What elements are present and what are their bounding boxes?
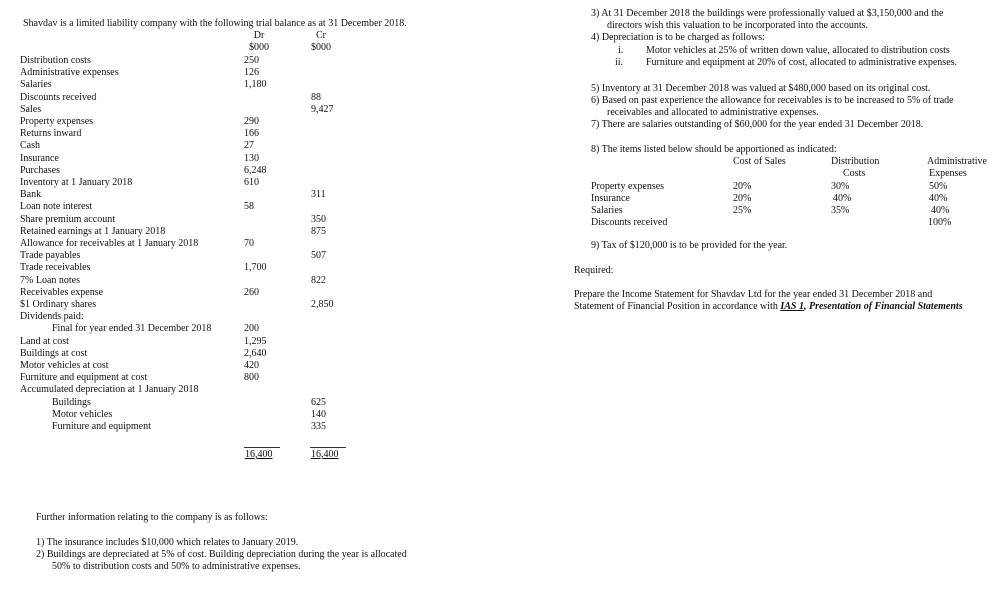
row-label: Final for year ended 31 December 2018: [52, 323, 212, 335]
table-row: [20, 323, 350, 335]
prepare-line-2: [574, 301, 963, 313]
row-label: Property expenses: [20, 116, 94, 127]
cost-of-sales-cell: 25%: [733, 205, 752, 216]
note-2-line-1: 2) Buildings are depreciated at 5% of cost. Building depreciation during the year is allocated: [36, 549, 407, 560]
credit-cell: 350: [311, 213, 326, 225]
note-3-line-1: 3) At 31 December 2018 the buildings were professionally valued at $3,150,000 and the: [591, 8, 944, 19]
total-rule-debit: [244, 447, 280, 448]
row-label: Furniture and equipment at cost: [20, 372, 148, 384]
item-label: Salaries: [591, 205, 623, 216]
table-row: [20, 348, 350, 360]
table-row: [20, 384, 350, 396]
note-7: 7) There are salaries outstanding of $60,000 for the year ended 31 December 2018.: [591, 119, 924, 130]
further-info-heading: Further information relating to the company is as follows:: [36, 512, 268, 523]
distribution-cell: 40%: [833, 193, 852, 204]
table-row: [20, 67, 350, 79]
note-4: 4) Depreciation is to be charged as follows:: [591, 32, 765, 43]
row-label: Distribution costs: [20, 55, 91, 66]
header-distribution: Distribution: [831, 156, 880, 167]
admin-cell: 100%: [928, 217, 952, 228]
header-cost-of-sales: Cost of Sales: [733, 156, 786, 167]
prepare-line-2-prefix: Statement of Financial Position in accordance with: [574, 301, 781, 312]
row-label: Loan note interest: [20, 201, 93, 213]
ias-title: , Presentation of Financial Statements: [803, 301, 963, 312]
row-label: Administrative expenses: [20, 67, 119, 79]
row-label: Inventory at 1 January 2018: [20, 177, 133, 188]
credit-cell: 507: [311, 250, 326, 262]
table-row: [20, 287, 350, 299]
row-label: Land at cost: [20, 335, 69, 347]
row-label: Salaries: [20, 79, 52, 91]
table-row: [20, 238, 350, 250]
table-row: [20, 79, 350, 91]
table-row: [20, 104, 350, 116]
row-label: Accumulated depreciation at 1 January 2018: [20, 384, 199, 396]
note-1: 1) The insurance includes $10,000 which relates to January 2019.: [36, 537, 299, 548]
note-6-line-1: 6) Based on past experience the allowance for receivables is to be increased to 5% of trade: [591, 95, 954, 106]
credit-cell: 875: [311, 225, 326, 237]
item-label: Discounts received: [591, 217, 668, 228]
row-label: Purchases: [20, 164, 60, 176]
debit-cell: 166: [244, 128, 259, 140]
table-row: [20, 409, 350, 421]
distribution-cell: 30%: [831, 181, 850, 192]
debit-cell: 126: [244, 67, 259, 79]
table-row: [20, 226, 350, 238]
table-row: [20, 92, 350, 104]
debit-total: 16,400: [245, 449, 273, 460]
row-label: Cash: [20, 140, 40, 152]
item-label: Property expenses: [591, 181, 665, 192]
credit-total: 16,400: [311, 449, 339, 460]
row-label: Retained earnings at 1 January 2018: [20, 225, 166, 237]
debit-cell: 1,700: [244, 262, 267, 274]
credit-cell: 335: [311, 421, 326, 432]
debit-cell: 6,248: [244, 164, 267, 176]
debit-cell: 27: [244, 140, 254, 152]
table-row: [20, 372, 350, 384]
row-label: Discounts received: [20, 91, 97, 103]
row-label: Sales: [20, 103, 42, 115]
debit-cell: 1,180: [244, 79, 267, 91]
debit-cell: 130: [244, 152, 259, 164]
table-row: [20, 262, 350, 274]
credit-cell: 9,427: [311, 103, 334, 115]
note-4-i: Motor vehicles at 25% of written down value, allocated to distribution costs: [646, 45, 950, 56]
credit-unit: $000: [311, 42, 331, 53]
prepare-line-1: Prepare the Income Statement for Shavdav Ltd for the year ended 31 December 2018 and: [574, 289, 933, 300]
debit-cell: 58: [244, 201, 254, 213]
row-label: $1 Ordinary shares: [20, 299, 97, 310]
credit-cell: 140: [311, 408, 326, 420]
row-label: Trade payables: [20, 250, 81, 262]
row-label: Motor vehicles at cost: [20, 360, 109, 371]
admin-cell: 50%: [929, 181, 948, 192]
debit-cell: 290: [244, 116, 259, 127]
credit-cell: 311: [311, 189, 326, 201]
table-row: [20, 201, 350, 213]
credit-cell: 625: [311, 396, 326, 408]
note-9: 9) Tax of $120,000 is to be provided for the year.: [591, 240, 788, 251]
debit-cell: 800: [244, 372, 259, 384]
table-row: [20, 55, 350, 67]
intro-text: Shavdav is a limited liability company with the following trial balance as at 31 December 2018.: [23, 18, 407, 29]
row-label: Receivables expense: [20, 286, 104, 298]
cost-of-sales-cell: 20%: [733, 181, 752, 192]
cost-of-sales-cell: 20%: [733, 193, 752, 204]
item-label: Insurance: [591, 193, 630, 204]
row-label: Bank: [20, 189, 42, 201]
table-row: [20, 214, 350, 226]
header-distribution-costs: Costs: [843, 168, 866, 179]
debit-unit: $000: [249, 42, 269, 53]
row-label: Returns inward: [20, 128, 82, 140]
note-3-line-2: directors wish this valuation to be incorporated into the accounts.: [607, 20, 869, 31]
required-heading: Required:: [574, 265, 614, 276]
table-row: [20, 299, 350, 311]
row-label: Furniture and equipment: [52, 421, 151, 432]
table-row: [20, 360, 350, 372]
debit-cell: 1,295: [244, 335, 267, 347]
note-5: 5) Inventory at 31 December 2018 was valued at $480,000 based on its original cost.: [591, 83, 931, 94]
header-administrative-expenses: Expenses: [929, 168, 967, 179]
table-row: [20, 336, 350, 348]
table-row: [20, 128, 350, 140]
ias-reference: IAS 1: [780, 301, 804, 312]
table-row: [20, 116, 350, 128]
table-row: [20, 397, 350, 409]
total-rule-credit: [310, 447, 346, 448]
debit-cell: 260: [244, 286, 259, 298]
table-row: [20, 153, 350, 165]
table-row: [20, 421, 350, 433]
note-4-ii-number: ii.: [615, 57, 624, 68]
note-8: 8) The items listed below should be apportioned as indicated:: [591, 144, 837, 155]
table-row: [20, 140, 350, 152]
row-label: Share premium account: [20, 213, 115, 225]
row-label: Trade receivables: [20, 262, 91, 274]
credit-cell: 2,850: [311, 299, 334, 310]
credit-header: Cr: [316, 30, 326, 41]
credit-cell: 88: [311, 91, 321, 103]
row-label: Motor vehicles: [52, 408, 113, 420]
debit-cell: 610: [244, 177, 259, 188]
credit-cell: 822: [311, 274, 326, 286]
note-4-ii: Furniture and equipment at 20% of cost, allocated to administrative expenses.: [646, 57, 958, 68]
table-row: [20, 177, 350, 189]
debit-cell: 2,640: [244, 347, 267, 359]
admin-cell: 40%: [931, 205, 950, 216]
table-row: [20, 311, 350, 323]
note-4-i-number: i.: [618, 45, 624, 56]
row-label: 7% Loan notes: [20, 274, 80, 286]
distribution-cell: 35%: [831, 205, 850, 216]
note-6-line-2: receivables and allocated to administrative expenses.: [607, 107, 819, 118]
row-label: Dividends paid:: [20, 311, 84, 323]
debit-cell: 250: [244, 55, 259, 66]
debit-cell: 200: [244, 323, 259, 335]
table-row: [20, 189, 350, 201]
row-label: Allowance for receivables at 1 January 2018: [20, 238, 199, 249]
row-label: Buildings at cost: [20, 347, 88, 359]
debit-cell: 70: [244, 238, 254, 249]
header-administrative: Administrative: [927, 156, 987, 167]
table-row: [20, 275, 350, 287]
table-row: [20, 250, 350, 262]
row-label: Buildings: [52, 396, 91, 408]
admin-cell: 40%: [929, 193, 948, 204]
row-label: Insurance: [20, 152, 59, 164]
note-2-line-2: 50% to distribution costs and 50% to administrative expenses.: [52, 561, 301, 572]
table-row: [20, 165, 350, 177]
debit-cell: 420: [244, 360, 259, 371]
debit-header: Dr: [253, 30, 265, 41]
